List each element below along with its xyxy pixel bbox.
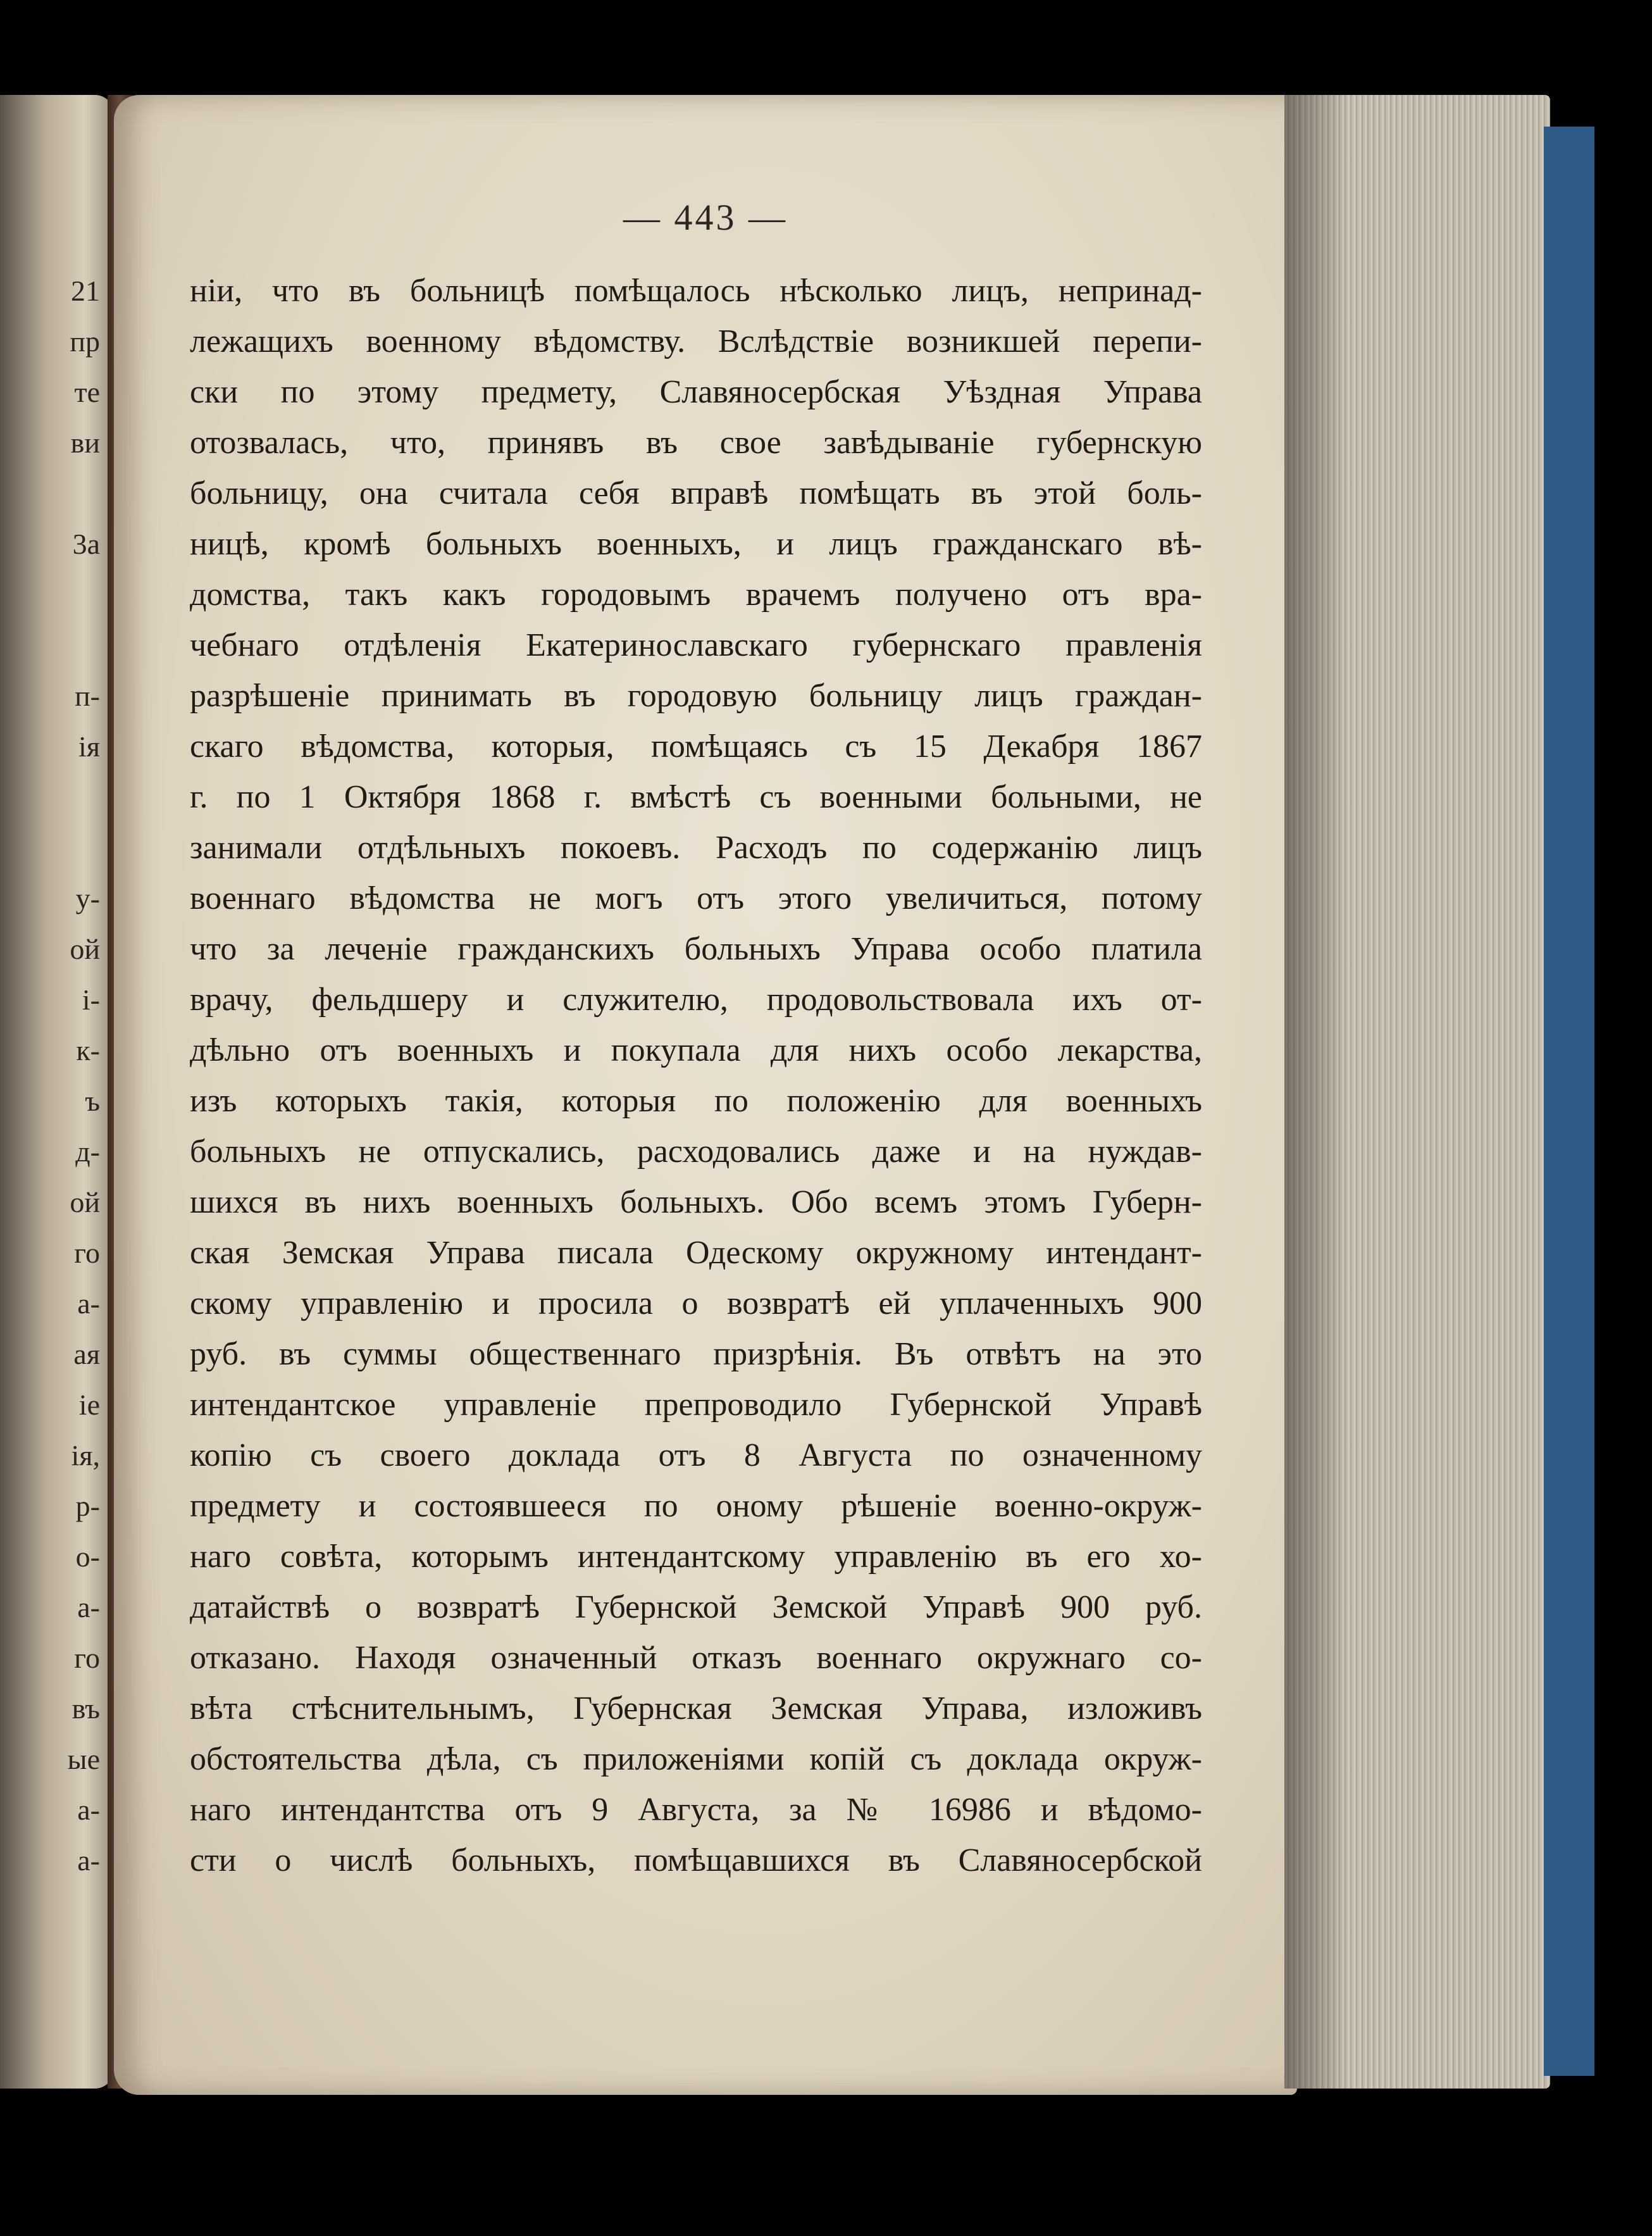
fore-edge-shadow <box>1284 95 1348 2089</box>
text-line: изъ которыхъ такія, которыя по положенію для военныхъ <box>190 1083 1202 1119</box>
left-page <box>0 95 114 2089</box>
page-number: — 443 — <box>623 197 788 238</box>
text-line: руб. въ суммы общественнаго призрѣнія. Въ отвѣтъ на это <box>190 1336 1202 1372</box>
text-line: лежащихъ военному вѣдомству. Вслѣдствіе возникшей перепи- <box>190 323 1202 359</box>
left-page-fragment: ія <box>78 730 100 763</box>
text-line: ски по этому предмету, Славяносербская Уѣздная Управа <box>190 374 1202 410</box>
text-line: шихся въ нихъ военныхъ больныхъ. Обо всемъ этомъ Губерн- <box>190 1184 1202 1220</box>
text-line: что за леченіе гражданскихъ больныхъ Управа особо платила <box>190 931 1202 967</box>
left-page-fragment: го <box>74 1642 100 1674</box>
left-page-fragment <box>5 468 106 519</box>
text-line: дѣльно отъ военныхъ и покупала для нихъ особо лекарства, <box>190 1032 1202 1068</box>
left-page-fragment: 21 <box>71 275 100 307</box>
left-page-fragment <box>5 772 106 823</box>
left-page-fragment: пр <box>70 325 100 358</box>
left-page-fragment: го <box>74 1237 100 1269</box>
left-page-fragment: п- <box>75 680 100 712</box>
left-page-fragment: ая <box>73 1338 100 1370</box>
text-line: отказано. Находя означенный отказъ военнаго окружнаго со- <box>190 1640 1202 1676</box>
left-page-fragment <box>5 570 106 620</box>
text-line: скаго вѣдомства, которыя, помѣщаясь съ 15 Декабря 1867 <box>190 728 1202 765</box>
text-line: ская Земская Управа писала Одескому окружному интендант- <box>190 1235 1202 1271</box>
text-line: разрѣшеніе принимать въ городовую больницу лицъ граждан- <box>190 678 1202 714</box>
left-page-fragment: а- <box>77 1591 100 1623</box>
left-page-fragment: ые <box>67 1743 100 1775</box>
text-line: датайствѣ о возвратѣ Губернской Земской Управѣ 900 руб. <box>190 1589 1202 1625</box>
left-page-fragment: ви <box>70 427 100 459</box>
text-line: сти о числѣ больныхъ, помѣщавшихся въ Славяносербской <box>190 1842 1202 1878</box>
text-line: г. по 1 Октября 1868 г. вмѣстѣ съ военными больными, не <box>190 779 1202 815</box>
text-line: копію съ своего доклада отъ 8 Августа по означенному <box>190 1437 1202 1473</box>
text-line: наго совѣта, которымъ интендантскому управленію въ его хо- <box>190 1539 1202 1575</box>
left-page-fragment: те <box>74 376 100 408</box>
text-line: ніи, что въ больницѣ помѣщалось нѣсколько лицъ, непринад- <box>190 273 1202 309</box>
left-page-fragment <box>5 620 106 671</box>
body-text <box>190 266 1202 1886</box>
text-line: занимали отдѣльныхъ покоевъ. Расходъ по содержанію лицъ <box>190 830 1202 866</box>
left-page-fragment: к- <box>76 1034 100 1066</box>
left-page-fragment: і- <box>82 984 100 1016</box>
text-line: вѣта стѣснительнымъ, Губернская Земская Управа, изложивъ <box>190 1690 1202 1727</box>
main-page <box>114 95 1297 2095</box>
text-line: отозвалась, что, принявъ въ свое завѣдываніе губернскую <box>190 425 1202 461</box>
text-line: врачу, фельдшеру и служителю, продовольствовала ихъ от- <box>190 982 1202 1018</box>
left-page-fragment: ъ <box>85 1085 100 1117</box>
text-line: больницу, она считала себя вправѣ помѣщать въ этой боль- <box>190 475 1202 511</box>
left-page-fragment: ія, <box>71 1439 100 1471</box>
text-line: домства, такъ какъ городовымъ врачемъ получено отъ вра- <box>190 577 1202 613</box>
left-page-fragment <box>5 823 106 873</box>
left-page-fragment: о- <box>75 1540 100 1573</box>
text-line: военнаго вѣдомства не могъ отъ этого увеличиться, потому <box>190 880 1202 916</box>
left-page-fragment: ой <box>70 1186 100 1218</box>
left-page-fragment: іе <box>78 1389 100 1421</box>
text-line: наго интендантства отъ 9 Августа, за № 16986 и вѣдомо- <box>190 1792 1202 1828</box>
text-line: больныхъ не отпускались, расходовались даже и на нуждав- <box>190 1134 1202 1170</box>
text-line: обстоятельства дѣла, съ приложеніями копій съ доклада окруж- <box>190 1741 1202 1777</box>
left-page-fragment: ой <box>70 933 100 965</box>
left-page-fragment: р- <box>75 1490 100 1522</box>
text-line: предмету и состоявшееся по оному рѣшеніе военно-окруж- <box>190 1488 1202 1524</box>
text-line: ницѣ, кромѣ больныхъ военныхъ, и лицъ гражданскаго вѣ- <box>190 526 1202 562</box>
book-cover-edge <box>1544 127 1594 2076</box>
left-page-margin-text <box>5 266 106 1886</box>
text-line: интендантское управленіе препроводило Губернской Управѣ <box>190 1387 1202 1423</box>
left-page-fragment: у- <box>75 882 100 915</box>
text-line: чебнаго отдѣленія Екатеринославскаго губернскаго правленія <box>190 627 1202 663</box>
left-page-fragment: а- <box>77 1287 100 1320</box>
left-page-fragment: д- <box>75 1135 100 1168</box>
left-page-fragment: а- <box>77 1844 100 1877</box>
left-page-fragment: а- <box>77 1794 100 1826</box>
left-page-fragment: 3a <box>72 528 100 560</box>
left-page-fragment: въ <box>71 1692 100 1725</box>
text-line: скому управленію и просила о возвратѣ ей уплаченныхъ 900 <box>190 1285 1202 1321</box>
